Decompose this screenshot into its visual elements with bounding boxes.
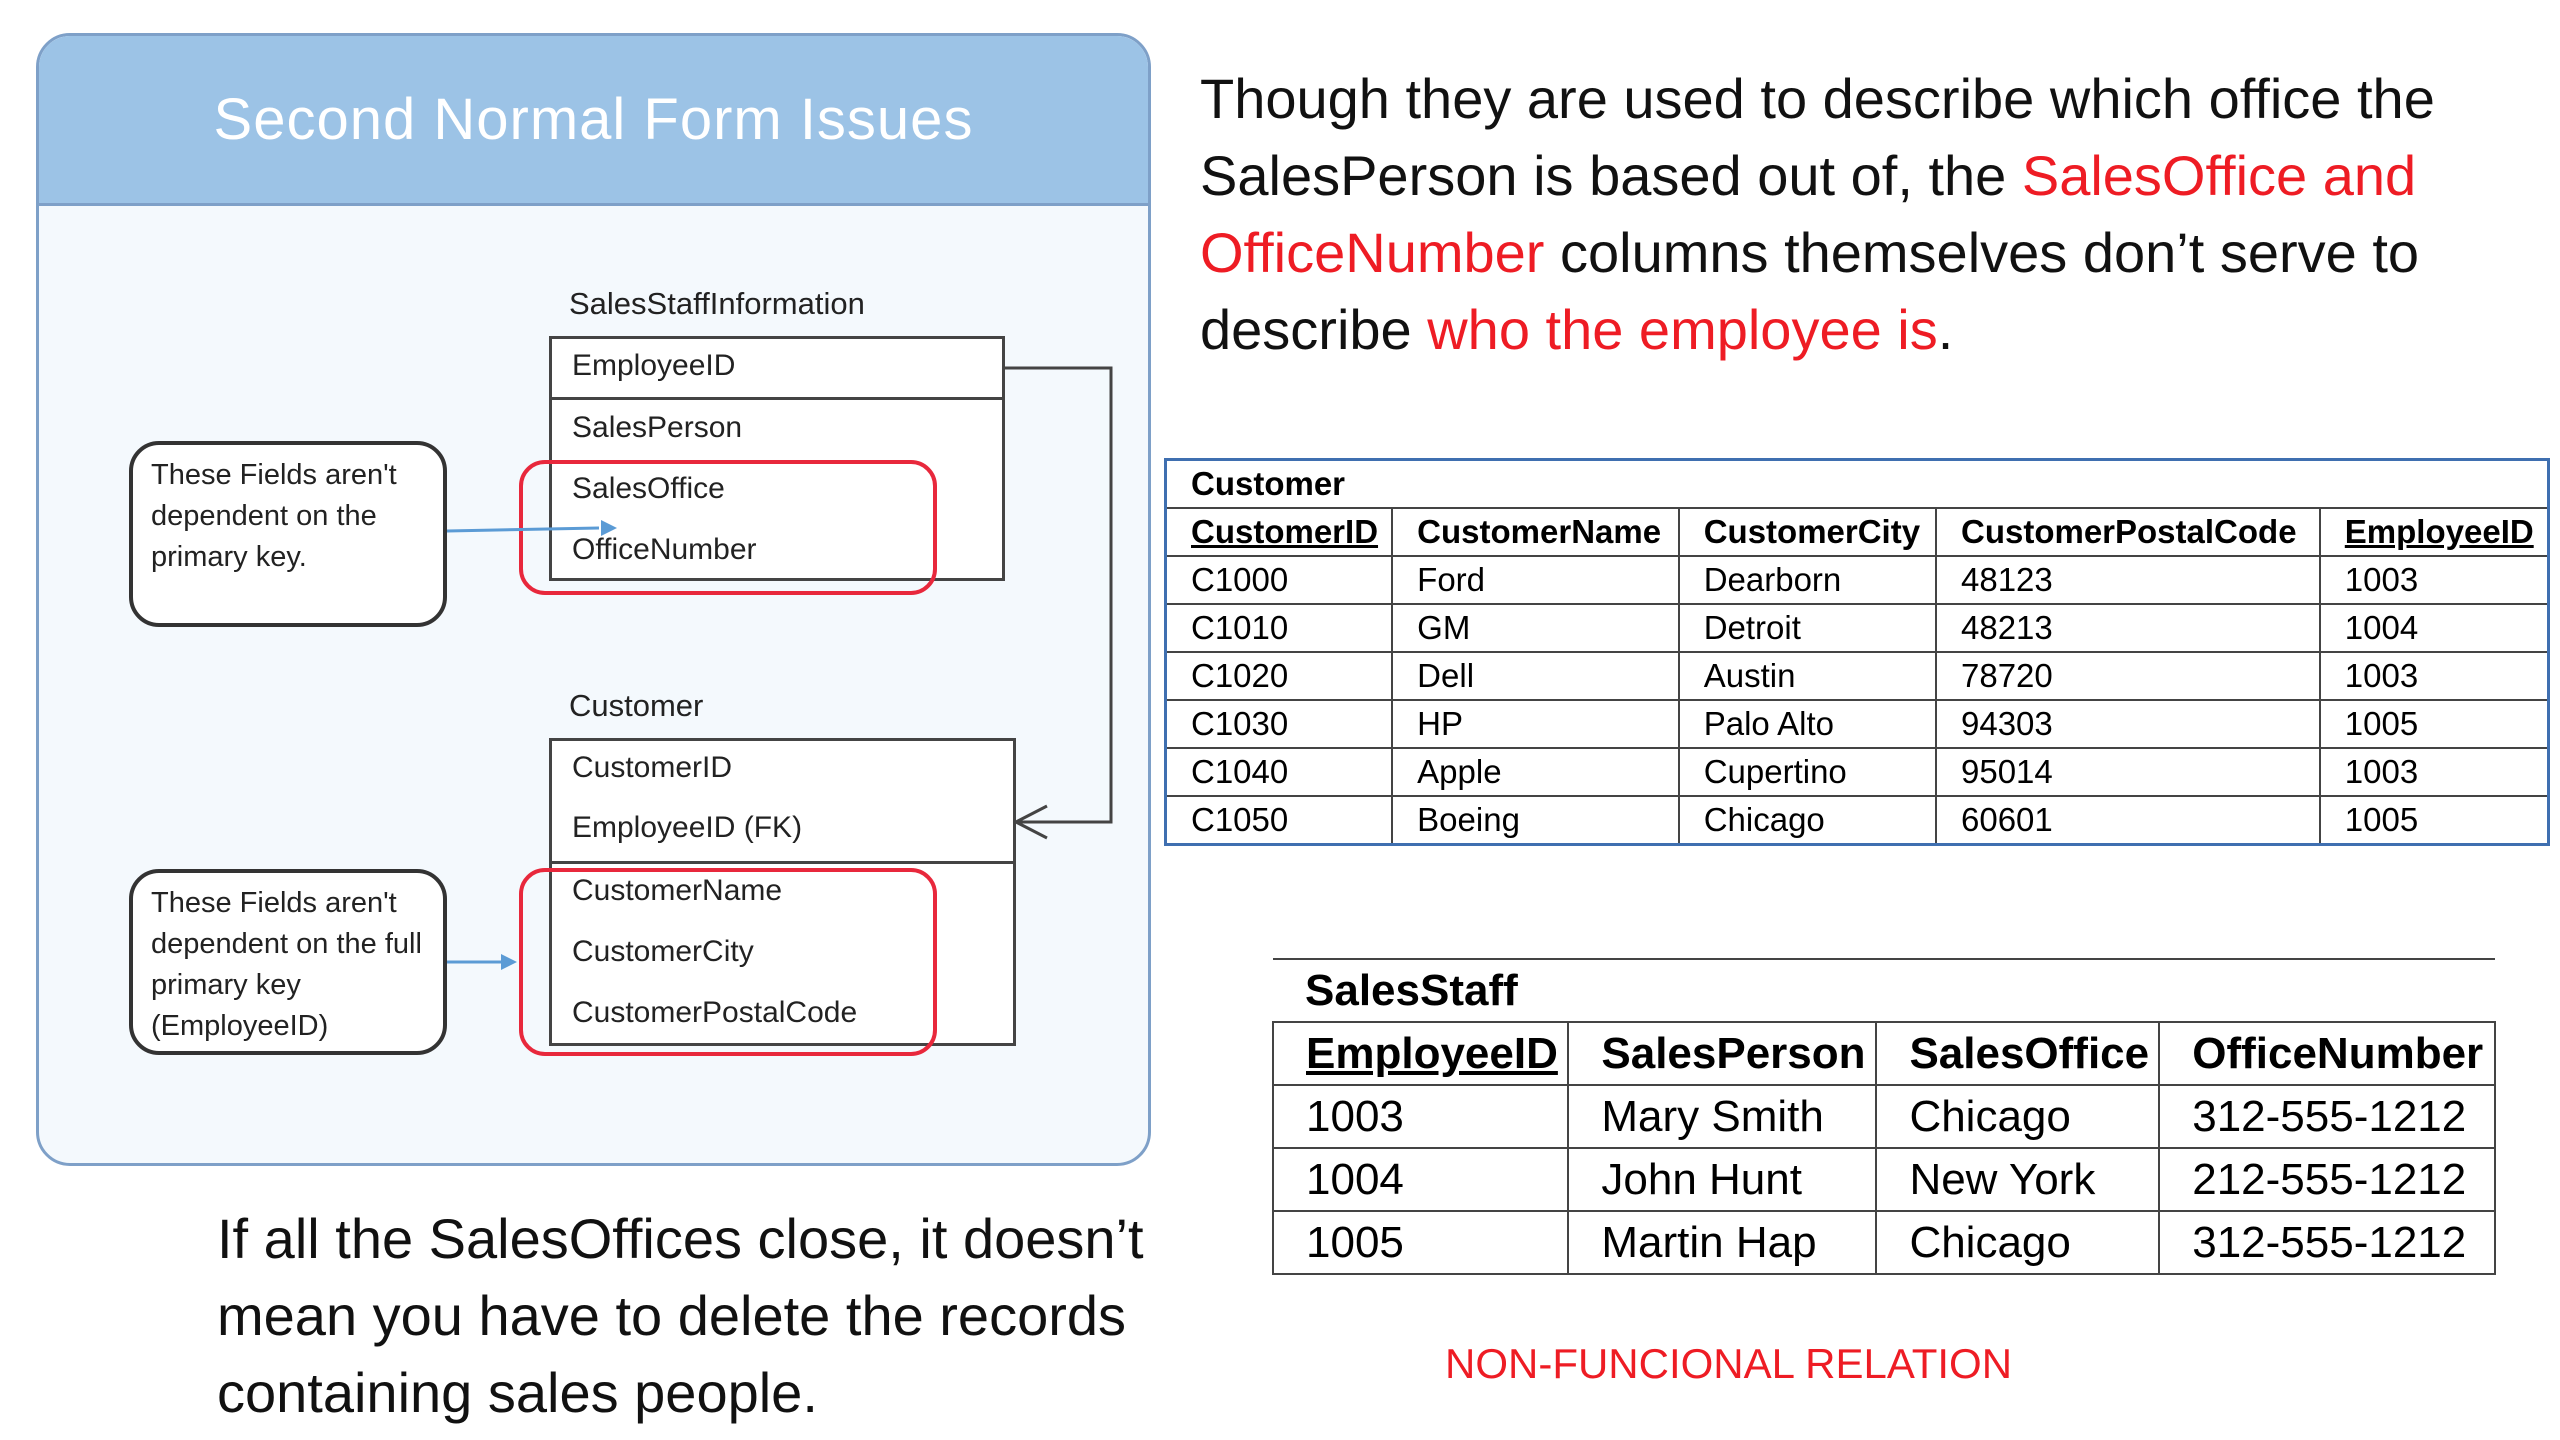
table-cell: Dell (1392, 652, 1679, 700)
footer-label: NON-FUNCIONAL RELATION (1445, 1340, 2013, 1387)
table-cell: Detroit (1679, 604, 1936, 652)
customer-table-body (1166, 460, 2549, 845)
note-top: These Fields aren't dependent on the primary key. (129, 441, 447, 627)
table-cell: New York (1876, 1148, 2159, 1211)
table-cell: 1003 (2320, 652, 2549, 700)
table-cell: C1000 (1166, 556, 1393, 604)
table-cell: HP (1392, 700, 1679, 748)
table-cell: C1030 (1166, 700, 1393, 748)
table-cell: 48123 (1936, 556, 2320, 604)
table-cell: 312-555-1212 (2159, 1085, 2495, 1148)
intro-text: Though they are used to describe which office the SalesPerson is based out of, the (1200, 67, 2435, 207)
table-header-cell: EmployeeID (2320, 508, 2549, 556)
entity-field: SalesPerson (572, 411, 743, 444)
table-cell: C1020 (1166, 652, 1393, 700)
table-cell: Austin (1679, 652, 1936, 700)
table-cell: Apple (1392, 748, 1679, 796)
table-cell: 1004 (1273, 1148, 1568, 1211)
table-header-cell: SalesPerson (1568, 1022, 1876, 1085)
table-cell: 1005 (2320, 796, 2549, 845)
staff-table-body (1273, 959, 2495, 1274)
diagram-panel (36, 33, 1151, 1166)
entity-field: EmployeeID (572, 349, 736, 382)
table-cell: Mary Smith (1568, 1085, 1876, 1148)
table-cell: 95014 (1936, 748, 2320, 796)
table-header-cell: CustomerPostalCode (1936, 508, 2320, 556)
entity-field: EmployeeID (FK) (572, 811, 803, 844)
table-caption: Customer (1166, 460, 2549, 509)
table-header-row (1273, 1022, 2495, 1085)
table-row (1166, 652, 2549, 700)
intro-text: columns themselves don’t serve to describe (1200, 221, 2420, 361)
table-cell: C1040 (1166, 748, 1393, 796)
table-cell: Chicago (1876, 1085, 2159, 1148)
table-cell: Chicago (1876, 1211, 2159, 1274)
table-header-cell: EmployeeID (1273, 1022, 1568, 1085)
table-cell: GM (1392, 604, 1679, 652)
entity-field: CustomerCity (572, 935, 754, 968)
table-cell: Ford (1392, 556, 1679, 604)
table-cell: John Hunt (1568, 1148, 1876, 1211)
table-header-cell: CustomerID (1166, 508, 1393, 556)
table-cell: Chicago (1679, 796, 1936, 845)
table-row (1166, 604, 2549, 652)
table-row (1273, 1211, 2495, 1274)
table-cell: 1003 (2320, 748, 2549, 796)
table-cell: 312-555-1212 (2159, 1211, 2495, 1274)
note-bottom: These Fields aren't dependent on the full primary key (EmployeeID) (129, 869, 447, 1055)
table-cell: 1004 (2320, 604, 2549, 652)
intro-highlight: who the employee is (1427, 298, 1938, 361)
table-cell: Martin Hap (1568, 1211, 1876, 1274)
table-header-cell: CustomerName (1392, 508, 1679, 556)
table-caption-row (1166, 460, 2549, 509)
table-cell: 60601 (1936, 796, 2320, 845)
bottom-paragraph: If all the SalesOffices close, it doesn’t mean you have to delete the records containing sales people. (217, 1207, 1144, 1424)
connector-lines (39, 36, 1151, 1166)
table-cell: 1005 (2320, 700, 2549, 748)
table-cell: Boeing (1392, 796, 1679, 845)
table-cell: Dearborn (1679, 556, 1936, 604)
table-row (1166, 556, 2549, 604)
arrow-head-icon (501, 954, 517, 970)
table-cell: 78720 (1936, 652, 2320, 700)
table-header-row (1166, 508, 2549, 556)
table-row (1166, 700, 2549, 748)
table-cell: Cupertino (1679, 748, 1936, 796)
table-header-cell: OfficeNumber (2159, 1022, 2495, 1085)
table-cell: 1003 (2320, 556, 2549, 604)
table-caption: SalesStaff (1273, 959, 2495, 1022)
table-row (1166, 748, 2549, 796)
table-cell: Palo Alto (1679, 700, 1936, 748)
entity-field: CustomerPostalCode (572, 996, 858, 1029)
table-row (1166, 796, 2549, 845)
relationship-line (1005, 368, 1111, 822)
customer-table (1164, 458, 2550, 846)
customer-entity-name: Customer (569, 688, 704, 723)
arrow-line (447, 528, 599, 531)
entity-field: CustomerName (572, 874, 783, 907)
table-caption-row (1273, 959, 2495, 1022)
panel-title: Second Normal Form Issues (213, 87, 974, 152)
intro-highlight: SalesOffice and OfficeNumber (1200, 144, 2417, 284)
table-header-cell: SalesOffice (1876, 1022, 2159, 1085)
intro-paragraph (1200, 60, 2520, 368)
entity-field: CustomerID (572, 751, 733, 784)
table-cell: 1005 (1273, 1211, 1568, 1274)
entity-field: SalesOffice (572, 472, 725, 505)
sales-staff-entity-name: SalesStaffInformation (569, 286, 865, 321)
intro-text: . (1937, 298, 1954, 361)
table-row (1273, 1148, 2495, 1211)
table-row (1273, 1085, 2495, 1148)
table-cell: 94303 (1936, 700, 2320, 748)
staff-table (1272, 958, 2496, 1275)
table-cell: 212-555-1212 (2159, 1148, 2495, 1211)
entity-field: OfficeNumber (572, 533, 757, 566)
arrow-head-icon (601, 520, 617, 536)
table-cell: C1050 (1166, 796, 1393, 845)
table-cell: C1010 (1166, 604, 1393, 652)
table-cell: 1003 (1273, 1085, 1568, 1148)
table-cell: 48213 (1936, 604, 2320, 652)
table-header-cell: CustomerCity (1679, 508, 1936, 556)
